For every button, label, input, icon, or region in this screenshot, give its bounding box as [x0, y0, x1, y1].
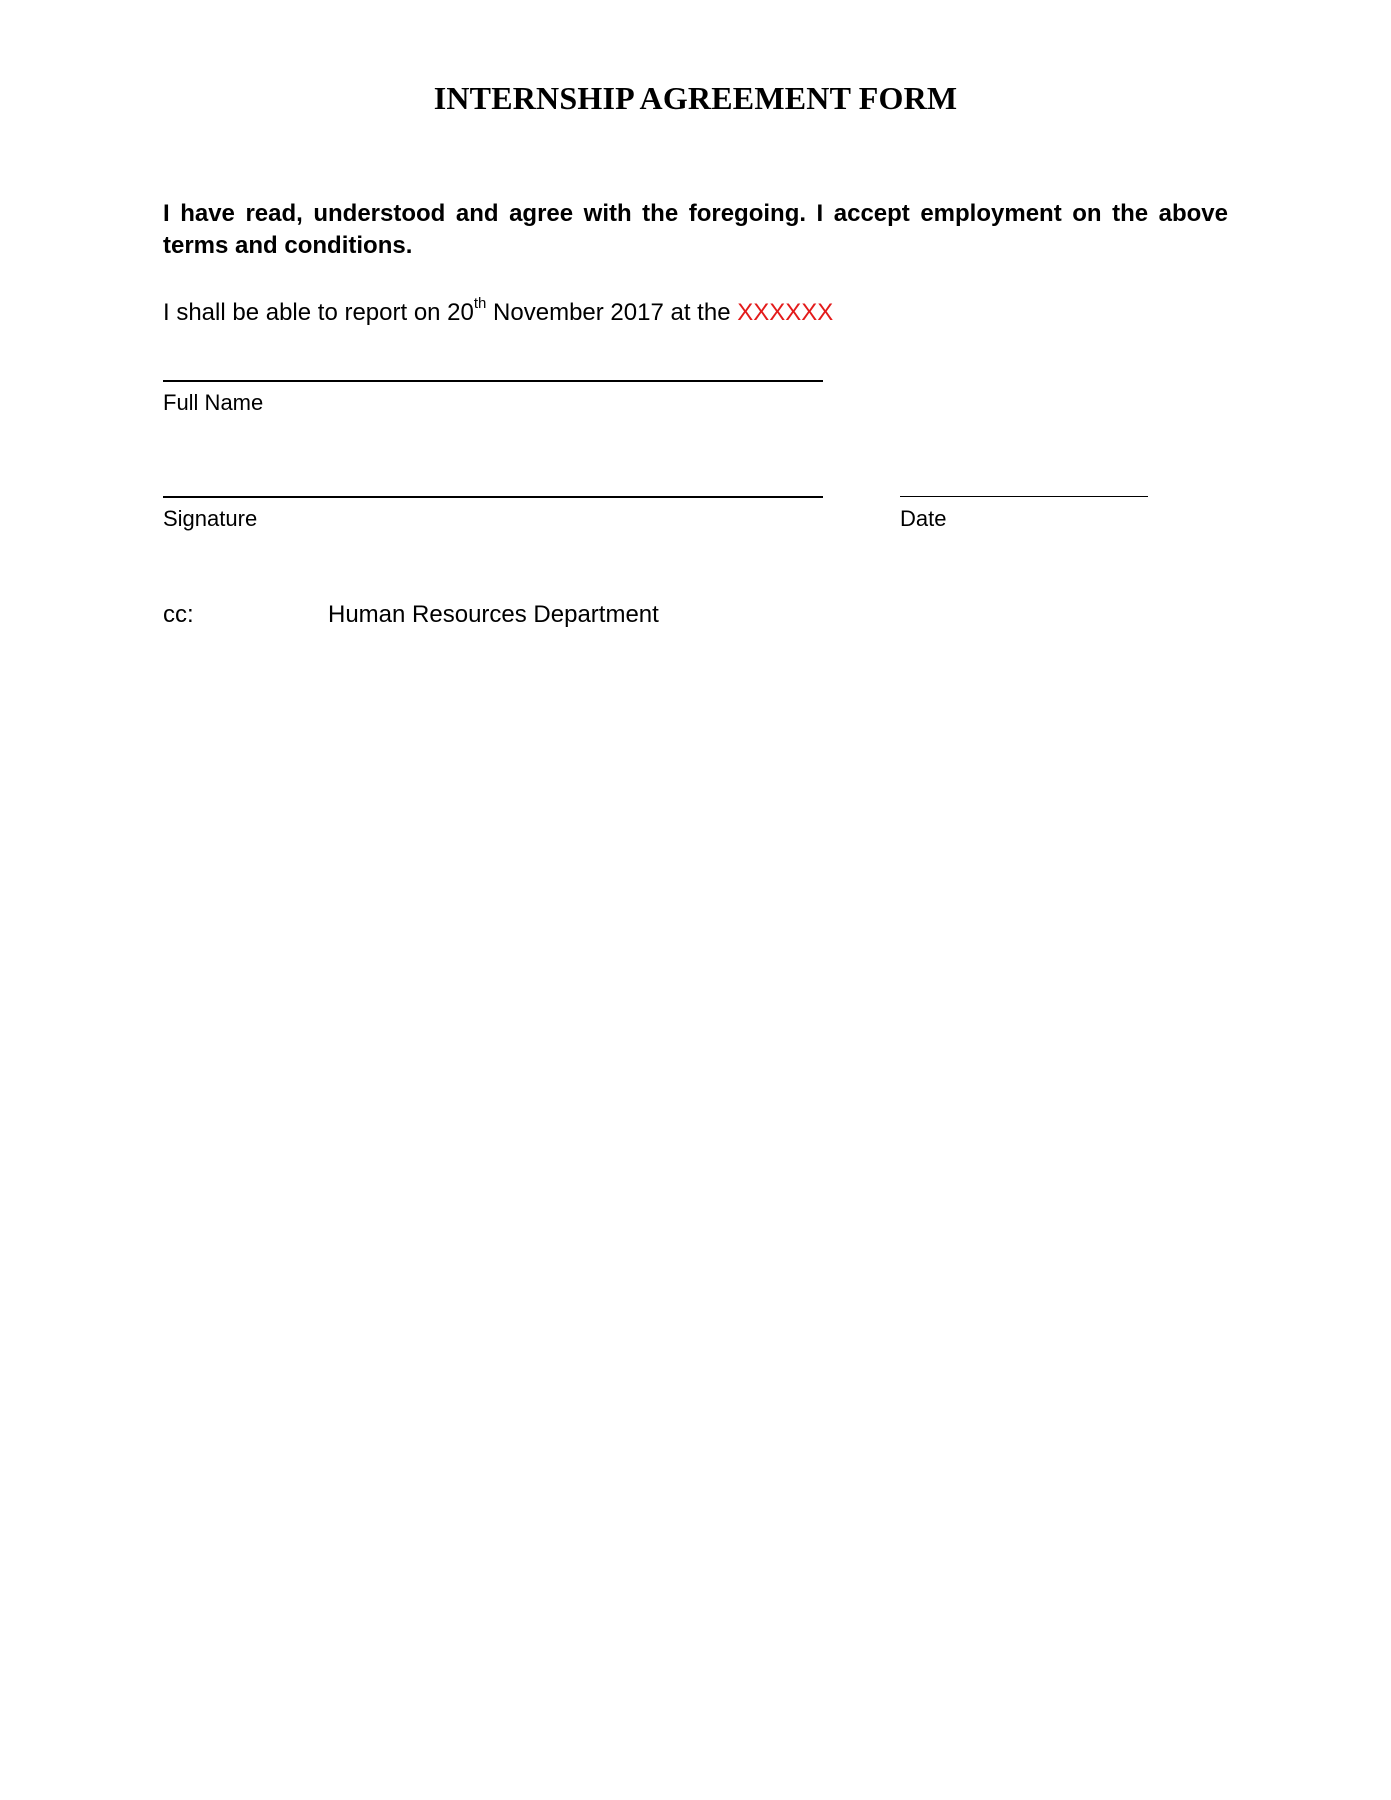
report-middle: November 2017 at the [486, 299, 738, 326]
agreement-statement: I have read, understood and agree with the foregoing. I accept employment on the above terms and conditions. [163, 200, 1228, 259]
signature-line [163, 496, 823, 498]
report-prefix: I shall be able to report on 20 [163, 299, 474, 326]
full-name-label: Full Name [163, 390, 264, 415]
date-line [900, 496, 1148, 497]
cc-label: cc: [163, 601, 194, 628]
full-name-line [163, 380, 823, 382]
signature-label: Signature [163, 506, 258, 531]
report-statement [163, 297, 1228, 329]
cc-recipient: Human Resources Department [328, 601, 659, 628]
date-label: Date [900, 506, 947, 531]
report-date-suffix: th [473, 295, 487, 312]
report-location-placeholder: XXXXXX [737, 299, 834, 326]
document-title: INTERNSHIP AGREEMENT FORM [433, 80, 958, 116]
